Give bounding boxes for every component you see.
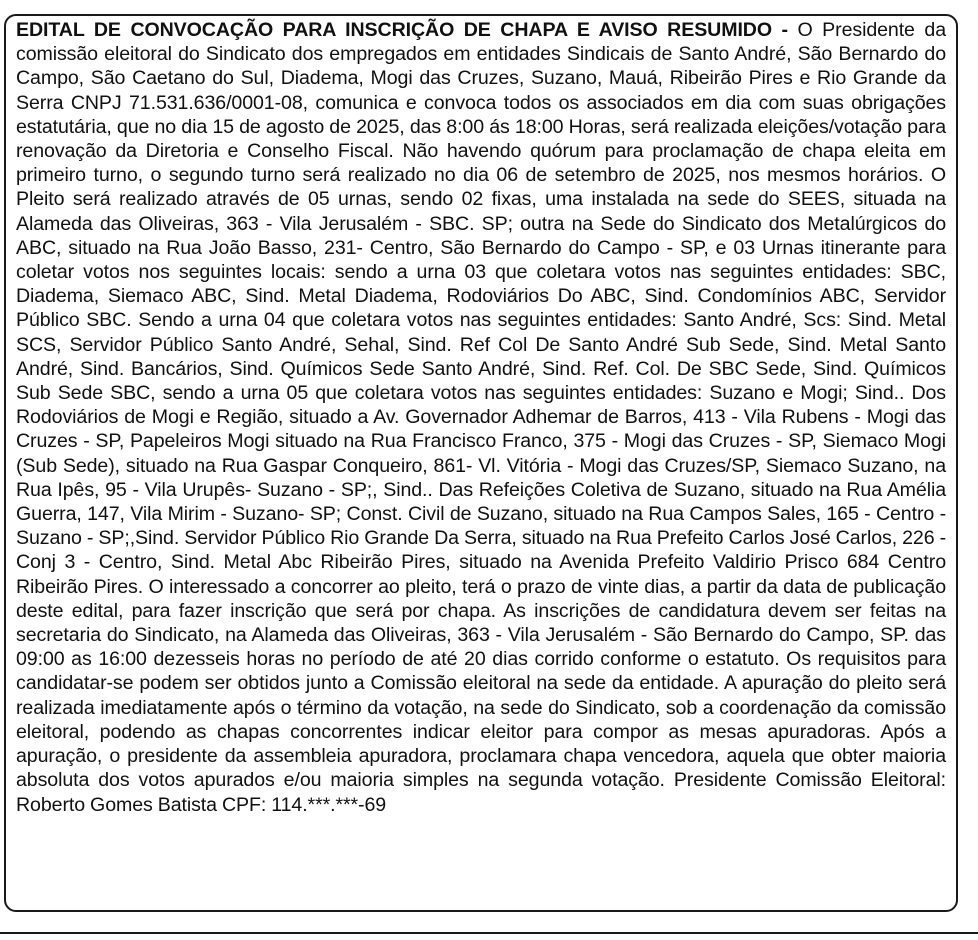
bottom-rule (0, 932, 978, 934)
notice-paragraph (16, 18, 946, 817)
notice-body: O Presidente da comissão eleitoral do Sindicato dos empregados em entidades Sindicais de Santo André, São Bernardo do Campo, São Caetano do Sul, Diadema, Mogi das Cruzes, Suzano, Mauá, Ribeirão Pires e Rio Grande da Serra CNPJ 71.531.636/0001-08, comunica e convoca todos os associados em dia com suas obrigações estatutária, que no dia 15 de agosto de 2025, das 8:00 ás 18:00 Horas, será realizada eleições/votação para renovação da Diretoria e Conselho Fiscal. Não havendo quórum para proclamação de chapa eleita em primeiro turno, o segundo turno será realizado no dia 06 de setembro de 2025, nos mesmos horários. O Pleito será realizado através de 05 urnas, sendo 02 fixas, uma instalada na sede do SEES, situada na Alameda das Oliveiras, 363 - Vila Jerusalém - SBC. SP; outra na Sede do Sindicato dos Metalúrgicos do ABC, situado na Rua João Basso, 231- Centro, São Bernardo do Campo - SP, e 03 Urnas itinerante para coletar votos nos seguintes locais: sendo a urna 03 que coletara votos nas seguintes entidades: SBC, Diadema, Siemaco ABC, Sind. Metal Diadema, Rodoviários Do ABC, Sind. Condomínios ABC, Servidor Público SBC. Sendo a urna 04 que coletara votos nas seguintes entidades: Santo André, Scs: Sind. Metal SCS, Servidor Público Santo André, Sehal, Sind. Ref Col De Santo André Sub Sede, Sind. Metal Santo André, Sind. Bancários, Sind. Químicos Sede Santo André, Sind. Ref. Col. De SBC Sede, Sind. Químicos Sub Sede SBC, sendo a urna 05 que coletara votos nas seguintes entidades: Suzano e Mogi; Sind.. Dos Rodoviários de Mogi e Região, situado a Av. Governador Adhemar de Barros, 413 - Vila Rubens - Mogi das Cruzes - SP, Papeleiros Mogi situado na Rua Francisco Franco, 375 - Mogi das Cruzes - SP, Siemaco Mogi (Sub Sede), situado na Rua Gaspar Conqueiro, 861- Vl. Vitória - Mogi das Cruzes/SP, Siemaco Suzano, na Rua Ipês, 95 - Vila Urupês- Suzano - SP;, Sind.. Das Refeições Coletiva de Suzano, situado na Rua Amélia Guerra, 147, Vila Mirim - Suzano- SP; Const. Civil de Suzano, situado na Rua Campos Sales, 165 - Centro - Suzano - SP;,Sind. Servidor Público Rio Grande Da Serra, situado na Rua Prefeito Carlos José Carlos, 226 - Conj 3 - Centro, Sind. Metal Abc Ribeirão Pires, situado na Avenida Prefeito Valdirio Prisco 684 Centro Ribeirão Pires. O interessado a concorrer ao pleito, terá o prazo de vinte dias, a partir da data de publicação deste edital, para fazer inscrição que será por chapa. As inscrições de candidatura devem ser feitas na secretaria do Sindicato, na Alameda das Oliveiras, 363 - Vila Jerusalém - São Bernardo do Campo, SP. das 09:00 as 16:00 dezesseis horas no período de até 20 dias corrido conforme o estatuto. Os requisitos para candidatar-se podem ser obtidos junto a Comissão eleitoral na sede da entidade. A apuração do pleito será realizada imediatamente após o término da votação, na sede do Sindicato, sob a coordenação da comissão eleitoral, podendo as chapas concorrentes indicar eleitor para compor as mesas apuradoras. Após a apuração, o presidente da assembleia apuradora, proclamara chapa vencedora, aquela que obter maioria absoluta dos votos apurados e/ou maioria simples na segunda votação. Presidente Comissão Eleitoral: Roberto Gomes Batista CPF: 114.***.***-69 (16, 19, 946, 816)
notice-heading: EDITAL DE CONVOCAÇÃO PARA INSCRIÇÃO DE CHAPA E AVISO RESUMIDO - (16, 19, 788, 41)
notice-box (4, 14, 958, 912)
